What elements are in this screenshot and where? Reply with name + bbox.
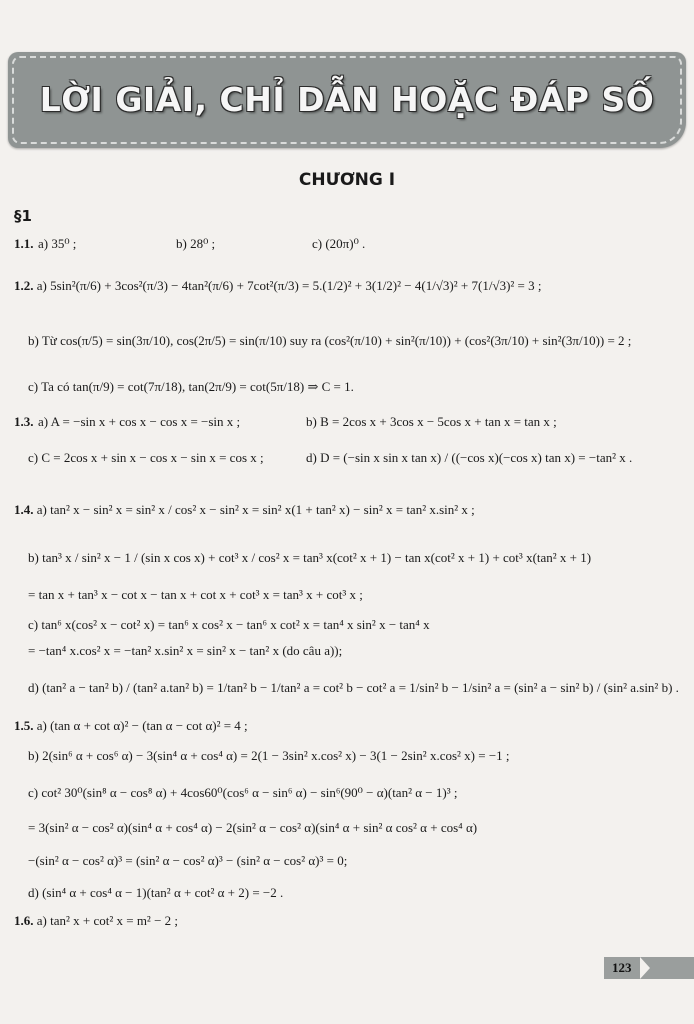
answer-text: a) 5sin²(π/6) + 3cos²(π/3) − 4tan²(π/6) + 7cot²(π/3) = 5.(1/2)² + 3(1/2)² − 4(1/√3)² + 7(1/√3)² = 3 ; [36, 278, 542, 293]
exercise-label: 1.2. [14, 278, 34, 293]
answer-b: b) B = 2cos x + 3cos x − 5cos x + tan x = tan x ; [306, 414, 557, 429]
page-number-badge [604, 957, 694, 979]
title-banner [8, 52, 686, 148]
exercise-1-5-b: b) 2(sin⁶ α + cos⁶ α) − 3(sin⁴ α + cos⁴ α) = 2(1 − 3sin² x.cos² x) − 3(1 − 2sin² x.cos² x) = −1 ; [28, 748, 510, 763]
exercise-1-4-c-cont: = −tan⁴ x.cos² x = −tan² x.sin² x = sin² x − tan² x (do câu a)); [28, 643, 343, 658]
exercise-label: 1.1. [14, 236, 34, 251]
exercise-1-3-ab [14, 414, 680, 430]
exercise-1-4-b: b) tan³ x / sin² x − 1 / (sin x cos x) + cot³ x / cos² x = tan³ x(cot² x + 1) − tan x(cot² x + 1) + cot³ x(tan² x + 1) [28, 550, 592, 565]
answer-d: d) D = (−sin x sin x tan x) / ((−cos x)(−cos x) tan x) = −tan² x . [306, 450, 633, 465]
page-number: 123 [612, 960, 632, 975]
exercise-1-5-c-cont: = 3(sin² α − cos² α)(sin⁴ α + cos⁴ α) − 2(sin² α − cos² α)(sin⁴ α + sin² α cos² α + cos⁴ α) [28, 820, 478, 835]
exercise-label: 1.6. [14, 913, 34, 928]
answer-a: a) 35⁰ ; [38, 236, 77, 251]
exercise-1-2-a [14, 278, 680, 294]
answer-text: a) (tan α + cot α)² − (tan α − cot α)² = 4 ; [36, 718, 248, 733]
arrow-icon [640, 957, 650, 979]
chapter-heading: CHƯƠNG I [298, 170, 396, 190]
answer-text: a) tan² x + cot² x = m² − 2 ; [36, 913, 179, 928]
answer-c: c) C = 2cos x + sin x − cos x − sin x = cos x ; [28, 450, 264, 465]
answer-c: c) (20π)⁰ . [312, 236, 366, 251]
exercise-label: 1.4. [14, 502, 34, 517]
page-title: LỜI GIẢI, CHỈ DẪN HOẶC ĐÁP SỐ [39, 80, 655, 119]
answer-b: b) 28⁰ ; [176, 236, 216, 251]
exercise-1-5-c-end: −(sin² α − cos² α)³ = (sin² α − cos² α)³ − (sin² α − cos² α)³ = 0; [28, 853, 348, 868]
answer-a: a) A = −sin x + cos x − cos x = −sin x ; [38, 414, 241, 429]
exercise-1-5-c: c) cot² 30⁰(sin⁸ α − cos⁸ α) + 4cos60⁰(cos⁶ α − sin⁶ α) − sin⁶(90⁰ − α)(tan² α − 1)³ ; [28, 785, 458, 800]
exercise-1-4-b-cont: = tan x + tan³ x − cot x − tan x + cot x + cot³ x = tan³ x + cot³ x ; [28, 587, 363, 602]
exercise-1-6-a [14, 913, 680, 929]
exercise-1-5-a [14, 718, 680, 734]
section-heading: §1 [14, 207, 32, 225]
exercise-1-4-a [14, 502, 680, 518]
exercise-1-4-d: d) (tan² a − tan² b) / (tan² a.tan² b) = 1/tan² b − 1/tan² a = cot² b − cot² a = 1/sin² b − 1/sin² a = (sin² a − sin² b) / (sin² a.sin² b) . [28, 680, 679, 695]
exercise-label: 1.3. [14, 414, 34, 429]
exercise-label: 1.5. [14, 718, 34, 733]
exercise-1-5-d: d) (sin⁴ α + cos⁴ α − 1)(tan² α + cot² α + 2) = −2 . [28, 885, 284, 900]
exercise-1-1 [14, 236, 680, 252]
answer-text: a) tan² x − sin² x = sin² x / cos² x − sin² x = sin² x(1 + tan² x) − sin² x = tan² x.sin² x ; [36, 502, 475, 517]
exercise-1-2-b: b) Từ cos(π/5) = sin(3π/10), cos(2π/5) = sin(π/10) suy ra (cos²(π/10) + sin²(π/10)) + (cos²(3π/10) + sin²(3π/10)) = 2 ; [28, 333, 632, 348]
exercise-1-2-c: c) Ta có tan(π/9) = cot(7π/18), tan(2π/9) = cot(5π/18) ⇒ C = 1. [28, 379, 354, 394]
exercise-1-4-c: c) tan⁶ x(cos² x − cot² x) = tan⁶ x cos² x − tan⁶ x cot² x = tan⁴ x sin² x − tan⁴ x [28, 617, 430, 632]
